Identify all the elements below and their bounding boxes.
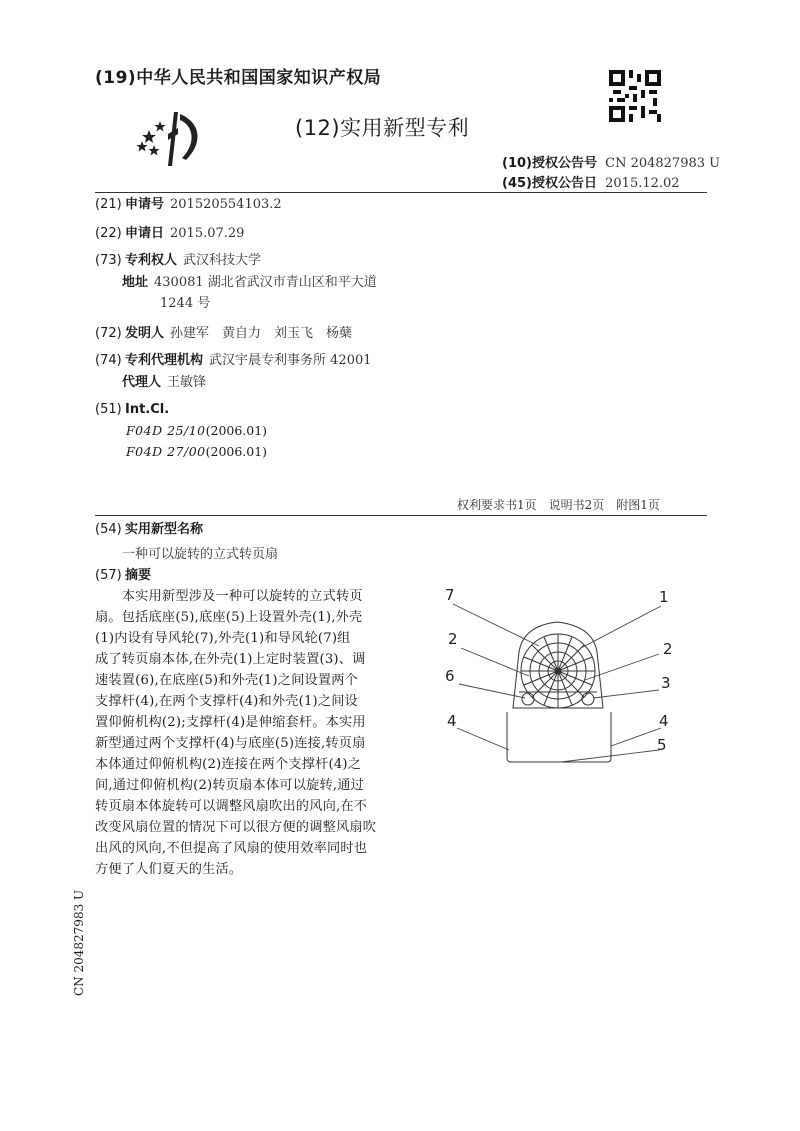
field-label: 摘要	[125, 568, 152, 583]
pages-info: 权利要求书1页 说明书2页 附图1页	[457, 498, 660, 512]
abstract-line: 扇。包括底座(5),底座(5)上设置外壳(1),外壳	[95, 610, 363, 625]
field-app-date	[95, 223, 244, 245]
field-label: 发明人	[125, 326, 165, 341]
abstract-line: 速装置(6),在底座(5)和外壳(1)之间设置两个	[95, 673, 359, 688]
field-label: 申请号	[125, 197, 165, 212]
abstract-line: 支撑杆(4),在两个支撑杆(4)和外壳(1)之间设	[95, 694, 359, 709]
address-line-1: 430081 湖北省武汉市青山区和平大道	[154, 275, 377, 290]
abstract-line: 本实用新型涉及一种可以旋转的立式转页	[95, 589, 363, 604]
field-code: (21)	[95, 197, 122, 212]
field-code: (51)	[95, 402, 122, 417]
label-tilt-left: 2	[448, 630, 458, 648]
cnipa-logo	[134, 108, 206, 170]
field-code: (74)	[95, 353, 122, 368]
intcl-class: F04D 27/00	[126, 444, 206, 459]
fan-base	[507, 712, 611, 762]
pages-divider	[95, 515, 707, 516]
abstract-line: 出风的风向,不但提高了风扇的使用效率同时也	[95, 841, 368, 856]
field-owner	[95, 250, 261, 272]
label-support-right: 4	[659, 712, 669, 730]
field-value: 武汉宇晨专利事务所 42001	[209, 353, 372, 368]
header-divider	[95, 192, 707, 193]
document-kind: (12)实用新型专利	[295, 116, 470, 140]
intcl-class: F04D 25/10	[126, 423, 206, 438]
field-app-no	[95, 194, 282, 216]
speed-control-knob	[522, 693, 534, 705]
leader-lines	[453, 604, 661, 762]
field-label: 申请日	[125, 226, 165, 241]
abstract-line: 转页扇本体旋转可以调整风扇吹出的风向,在不	[95, 799, 368, 814]
pub-no-label: (10)授权公告号	[502, 156, 597, 171]
field-value: 王敏锋	[167, 375, 207, 390]
intcl-version: (2006.01)	[205, 423, 268, 438]
label-timer: 3	[661, 674, 671, 692]
authority-title: (19)中华人民共和国国家知识产权局	[95, 68, 382, 88]
intcl-item	[126, 421, 267, 441]
abstract-line: 改变风扇位置的情况下可以很方便的调整风扇吹	[95, 820, 377, 835]
field-agency	[95, 350, 372, 372]
publication-number	[502, 152, 720, 171]
pub-no-value: CN 204827983 U	[605, 156, 721, 171]
abstract-line: 置仰俯机构(2);支撑杆(4)是伸缩套杆。本实用	[95, 715, 366, 730]
abstract-heading	[95, 565, 151, 587]
fan-drawing	[435, 580, 695, 850]
field-code: (54)	[95, 522, 122, 537]
field-inventors	[95, 323, 352, 345]
label-housing: 1	[659, 588, 669, 606]
label-base: 5	[657, 736, 667, 754]
field-code: (73)	[95, 253, 122, 268]
field-label: 专利代理机构	[125, 353, 204, 368]
field-value: 2015.07.29	[170, 226, 245, 241]
field-code: (57)	[95, 568, 122, 583]
field-value: 孙建军 黄自力 刘玉飞 杨蘖	[170, 326, 353, 341]
field-value: 201520554103.2	[170, 197, 282, 212]
intcl-version: (2006.01)	[205, 444, 268, 459]
abstract-line: 间,通过仰俯机构(2)转页扇本体可以旋转,通过	[95, 778, 365, 793]
field-agent	[122, 372, 206, 394]
label-guide-wheel: 7	[445, 586, 455, 604]
utility-model-title: 一种可以旋转的立式转页扇	[122, 547, 279, 562]
field-code: (22)	[95, 226, 122, 241]
field-label: 专利权人	[125, 253, 178, 268]
field-intcl	[95, 399, 169, 421]
abstract-line: 成了转页扇本体,在外壳(1)上定时装置(3)、调	[95, 652, 366, 667]
abstract-line: 方便了人们夏天的生活。	[95, 862, 243, 877]
field-label: 代理人	[122, 375, 162, 390]
abstract-line: 本体通过仰俯机构(2)连接在两个支撑杆(4)之	[95, 757, 362, 772]
abstract-line: (1)内设有导风轮(7),外壳(1)和导风轮(7)组	[95, 631, 351, 646]
field-label: 地址	[122, 275, 149, 290]
intcl-item	[126, 442, 267, 462]
address-line-2: 1244 号	[160, 296, 211, 311]
publication-date	[502, 172, 680, 191]
label-tilt-right: 2	[663, 640, 673, 658]
timer-knob	[582, 693, 594, 705]
pub-date-value: 2015.12.02	[605, 176, 680, 191]
label-speed-control: 6	[445, 667, 455, 685]
abstract-line: 新型通过两个支撑杆(4)与底座(5)连接,转页扇	[95, 736, 366, 751]
qr-code	[609, 70, 661, 122]
side-publication-number: CN 204827983 U	[72, 889, 86, 996]
field-label: Int.Cl.	[125, 402, 170, 417]
pub-date-label: (45)授权公告日	[502, 176, 597, 191]
field-code: (72)	[95, 326, 122, 341]
title-heading	[95, 519, 203, 541]
label-support-left: 4	[447, 712, 457, 730]
field-address-cont	[160, 293, 210, 315]
field-value: 武汉科技大学	[183, 253, 262, 268]
guide-wheel	[521, 634, 595, 708]
field-address	[122, 272, 377, 294]
field-label: 实用新型名称	[125, 522, 204, 537]
